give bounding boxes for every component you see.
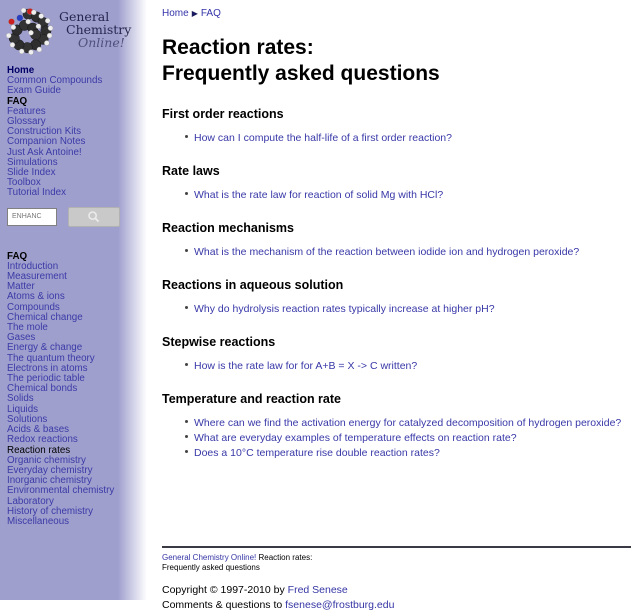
question-item bbox=[184, 188, 631, 201]
sidebar-item-glossary[interactable]: Glossary bbox=[7, 116, 46, 128]
molecule-icon bbox=[5, 5, 57, 55]
section-heading: Stepwise reactions bbox=[162, 335, 276, 349]
sidebar-item-solids[interactable]: Solids bbox=[7, 393, 34, 405]
sidebar-item-just-ask-antoine[interactable]: Just Ask Antoine! bbox=[7, 146, 82, 158]
faq-nav bbox=[0, 241, 150, 527]
question-list bbox=[162, 416, 631, 459]
comments-text: Comments & questions to bbox=[162, 599, 286, 611]
sidebar-item-construction-kits[interactable]: Construction Kits bbox=[7, 126, 82, 138]
sidebar-item-simulations[interactable]: Simulations bbox=[7, 156, 58, 168]
sidebar-item-exam-guide[interactable]: Exam Guide bbox=[7, 85, 61, 97]
question-link[interactable]: How is the rate law for for A+B = X -> C written? bbox=[194, 360, 418, 372]
sidebar-item-energy-change[interactable]: Energy & change bbox=[7, 342, 83, 354]
footer-breadcrumb bbox=[162, 553, 631, 572]
question-link[interactable]: Why do hydrolysis reaction rates typically increase at higher pH? bbox=[194, 303, 495, 315]
question-list bbox=[162, 359, 631, 372]
sidebar-item-compounds[interactable]: Compounds bbox=[7, 301, 60, 313]
faq-nav-heading: FAQ bbox=[7, 250, 28, 262]
section-heading: Rate laws bbox=[162, 164, 220, 178]
site-title-line2: Chemistry bbox=[66, 22, 132, 37]
comments-line bbox=[162, 599, 631, 611]
copyright-text: Copyright © 1997-2010 by bbox=[162, 584, 288, 596]
footer-site-link[interactable]: General Chemistry Online! bbox=[162, 553, 257, 562]
sidebar-item-companion-notes[interactable]: Companion Notes bbox=[7, 136, 86, 148]
question-list bbox=[162, 131, 631, 144]
sidebar-item-history-of-chemistry[interactable]: History of chemistry bbox=[7, 505, 94, 517]
faq-sections bbox=[162, 107, 631, 459]
faq-nav-items bbox=[7, 262, 150, 527]
sidebar-item-the-periodic-table[interactable]: The periodic table bbox=[7, 373, 85, 385]
footer-divider bbox=[162, 546, 631, 548]
search-input[interactable] bbox=[7, 208, 57, 226]
sidebar-item-tutorial-index[interactable]: Tutorial Index bbox=[7, 187, 66, 199]
question-item bbox=[184, 416, 631, 429]
sidebar-item-laboratory[interactable]: Laboratory bbox=[7, 495, 54, 507]
sidebar-item-inorganic-chemistry[interactable]: Inorganic chemistry bbox=[7, 475, 92, 487]
sidebar-item-common-compounds[interactable]: Common Compounds bbox=[7, 75, 103, 87]
question-link[interactable]: What are everyday examples of temperature effects on reaction rate? bbox=[194, 432, 517, 444]
sidebar-item-solutions[interactable]: Solutions bbox=[7, 413, 48, 425]
sidebar-item-the-mole[interactable]: The mole bbox=[7, 322, 48, 334]
question-list bbox=[162, 188, 631, 201]
section-heading: Reactions in aqueous solution bbox=[162, 278, 344, 292]
sidebar-item-liquids[interactable]: Liquids bbox=[7, 403, 39, 415]
section-heading: First order reactions bbox=[162, 107, 284, 121]
sidebar-item-home[interactable]: Home bbox=[7, 65, 35, 76]
author-link[interactable]: Fred Senese bbox=[287, 584, 348, 596]
breadcrumb-separator-icon: ▶ bbox=[191, 9, 198, 18]
sidebar bbox=[0, 0, 150, 600]
search-button[interactable] bbox=[68, 207, 120, 227]
sidebar-item-environmental-chemistry[interactable]: Environmental chemistry bbox=[7, 485, 115, 497]
question-item bbox=[184, 359, 631, 372]
search-row bbox=[0, 199, 150, 227]
sidebar-item-organic-chemistry[interactable]: Organic chemistry bbox=[7, 454, 86, 466]
site-title-line1: General bbox=[59, 9, 110, 24]
magnifier-icon bbox=[87, 210, 101, 224]
question-list bbox=[162, 302, 631, 315]
sidebar-item-toolbox[interactable]: Toolbox bbox=[7, 177, 41, 189]
sidebar-item-electrons-in-atoms[interactable]: Electrons in atoms bbox=[7, 362, 88, 374]
page-title-line1: Reaction rates: bbox=[162, 36, 314, 59]
question-item bbox=[184, 245, 631, 258]
copyright-line bbox=[162, 584, 631, 596]
footer bbox=[162, 546, 631, 611]
main-content bbox=[150, 0, 631, 611]
sidebar-item-slide-index[interactable]: Slide Index bbox=[7, 167, 56, 179]
primary-nav bbox=[0, 55, 150, 199]
breadcrumb bbox=[150, 0, 631, 19]
sidebar-item-chemical-change[interactable]: Chemical change bbox=[7, 311, 83, 323]
breadcrumb-faq-link[interactable]: FAQ bbox=[200, 8, 221, 19]
footer-page-ref: Reaction rates: bbox=[256, 553, 313, 562]
site-logo[interactable] bbox=[0, 0, 150, 55]
question-item bbox=[184, 302, 631, 315]
section-heading: Temperature and reaction rate bbox=[162, 392, 341, 406]
sidebar-item-features[interactable]: Features bbox=[7, 105, 46, 117]
sidebar-item-chemical-bonds[interactable]: Chemical bonds bbox=[7, 383, 78, 395]
page-title bbox=[162, 35, 631, 87]
section-heading: Reaction mechanisms bbox=[162, 221, 294, 235]
site-title-line3: Online! bbox=[78, 35, 125, 50]
question-link[interactable]: Does a 10°C temperature rise double reaction rates? bbox=[194, 447, 440, 459]
sidebar-item-everyday-chemistry[interactable]: Everyday chemistry bbox=[7, 464, 93, 476]
sidebar-item-reaction-rates: Reaction rates bbox=[7, 444, 71, 456]
sidebar-item-gases[interactable]: Gases bbox=[7, 332, 36, 344]
question-item bbox=[184, 446, 631, 459]
sidebar-item-atoms-ions[interactable]: Atoms & ions bbox=[7, 291, 65, 303]
question-link[interactable]: Where can we find the activation energy for catalyzed decomposition of hydrogen peroxide? bbox=[194, 417, 622, 429]
question-item bbox=[184, 431, 631, 444]
breadcrumb-home-link[interactable]: Home bbox=[162, 8, 189, 19]
comments-email-link[interactable]: fsenese@frostburg.edu bbox=[285, 599, 395, 611]
question-link[interactable]: What is the mechanism of the reaction between iodide ion and hydrogen peroxide? bbox=[194, 246, 580, 258]
sidebar-item-measurement[interactable]: Measurement bbox=[7, 271, 67, 283]
sidebar-item-miscellaneous[interactable]: Miscellaneous bbox=[7, 515, 70, 527]
site-title bbox=[59, 10, 131, 49]
sidebar-item-matter[interactable]: Matter bbox=[7, 281, 35, 293]
question-link[interactable]: What is the rate law for reaction of solid Mg with HCl? bbox=[194, 189, 444, 201]
footer-page-ref-line2: Frequently asked questions bbox=[162, 562, 260, 572]
question-link[interactable]: How can I compute the half-life of a first order reaction? bbox=[194, 132, 452, 144]
question-item bbox=[184, 131, 631, 144]
sidebar-item-faq: FAQ bbox=[7, 95, 28, 107]
sidebar-item-redox-reactions[interactable]: Redox reactions bbox=[7, 434, 78, 446]
sidebar-item-introduction[interactable]: Introduction bbox=[7, 260, 59, 272]
question-list bbox=[162, 245, 631, 258]
sidebar-item-acids-bases[interactable]: Acids & bases bbox=[7, 424, 70, 436]
sidebar-item-the-quantum-theory[interactable]: The quantum theory bbox=[7, 352, 95, 364]
page-title-line2: Frequently asked questions bbox=[162, 62, 440, 85]
